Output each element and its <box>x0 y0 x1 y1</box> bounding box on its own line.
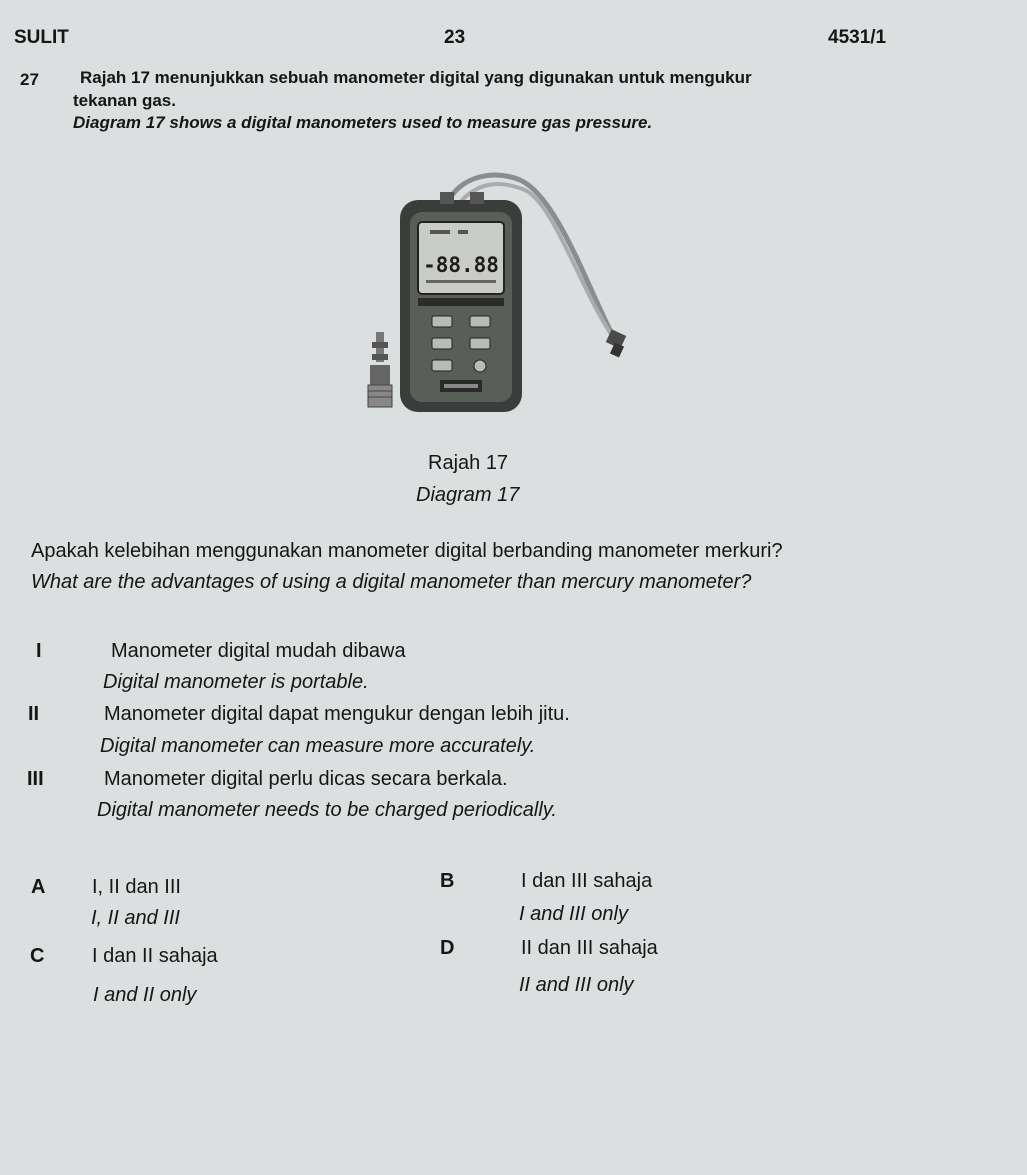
statement-iii-en: Digital manometer needs to be charged periodically. <box>97 799 557 821</box>
lcd-reading: -88.88 <box>423 253 499 277</box>
paper-code: 4531/1 <box>828 27 887 48</box>
header-sulit: SULIT <box>14 27 69 48</box>
fitting-left <box>368 332 392 407</box>
option-c-letter[interactable]: C <box>30 945 45 967</box>
statement-i-ms: Manometer digital mudah dibawa <box>111 640 406 662</box>
option-b-en[interactable]: I and III only <box>519 903 628 925</box>
option-b-ms[interactable]: I dan III sahaja <box>521 870 653 892</box>
statement-ii-ms: Manometer digital dapat mengukur dengan lebih jitu. <box>104 703 570 725</box>
option-a-en[interactable]: I, II and III <box>91 907 180 929</box>
figure-caption-ms: Rajah 17 <box>428 452 509 474</box>
digital-manometer-figure <box>340 160 660 425</box>
option-d-ms[interactable]: II dan III sahaja <box>521 937 658 959</box>
statement-iii-ms: Manometer digital perlu dicas secara berkala. <box>104 768 508 790</box>
statement-label-i: I <box>36 640 42 662</box>
statement-i-en: Digital manometer is portable. <box>103 671 369 693</box>
option-a-ms[interactable]: I, II dan III <box>92 876 181 898</box>
question-stem-ms-line1: Rajah 17 menunjukkan sebuah manometer digital yang digunakan untuk mengukur <box>80 68 752 87</box>
option-d-letter[interactable]: D <box>440 937 455 959</box>
option-a-letter[interactable]: A <box>31 876 46 898</box>
question-stem-ms-line2: tekanan gas. <box>73 91 176 110</box>
question-number: 27 <box>20 70 39 89</box>
prompt-ms: Apakah kelebihan menggunakan manometer digital berbanding manometer merkuri? <box>31 540 783 562</box>
statement-label-iii: III <box>27 768 44 790</box>
statement-ii-en: Digital manometer can measure more accurately. <box>100 735 536 757</box>
statement-label-ii: II <box>28 703 40 725</box>
option-d-en[interactable]: II and III only <box>519 974 634 996</box>
figure-caption-en: Diagram 17 <box>416 484 520 506</box>
page-number: 23 <box>444 27 466 48</box>
prompt-en: What are the advantages of using a digital manometer than mercury manometer? <box>31 571 752 593</box>
option-c-en[interactable]: I and II only <box>93 984 197 1006</box>
option-c-ms[interactable]: I dan II sahaja <box>92 945 218 967</box>
question-stem-en: Diagram 17 shows a digital manometers used to measure gas pressure. <box>73 113 653 132</box>
option-b-letter[interactable]: B <box>440 870 455 892</box>
